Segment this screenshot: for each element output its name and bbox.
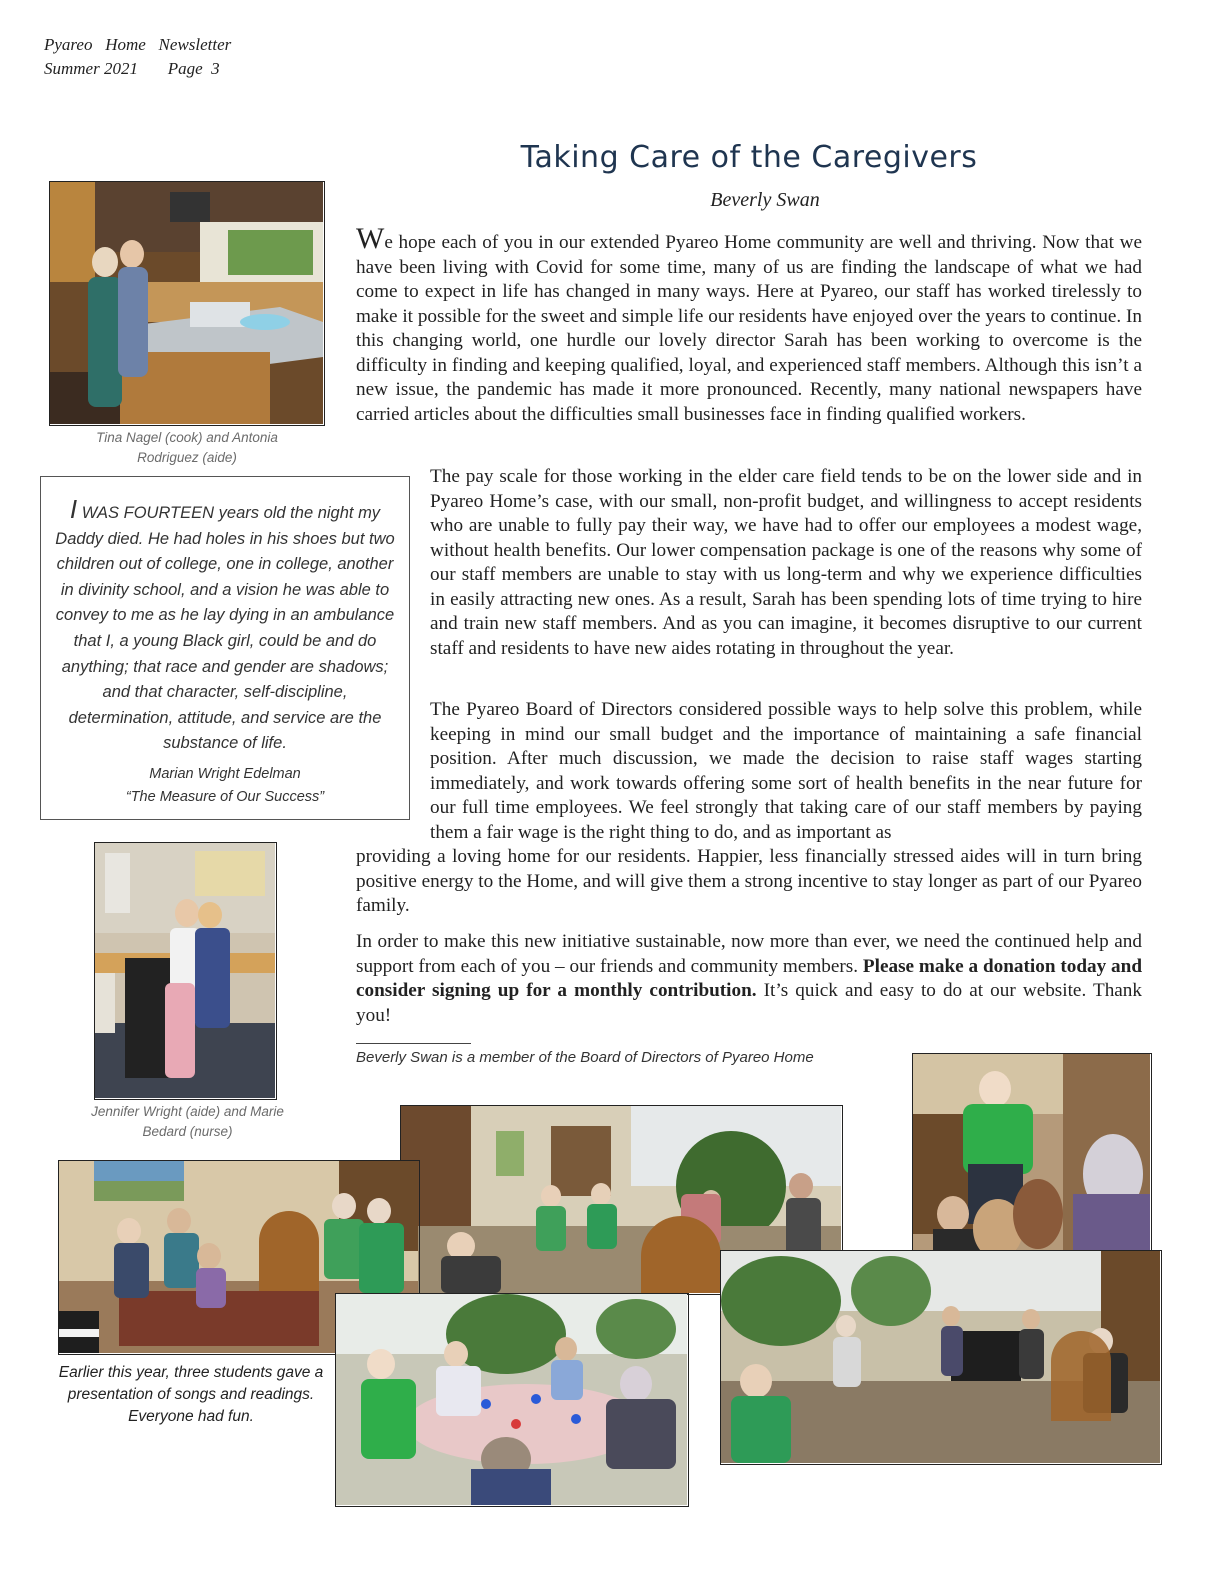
office-caption xyxy=(80,1102,295,1142)
article-paragraph-1 xyxy=(356,222,1142,427)
office-photo xyxy=(94,842,277,1100)
quote-initial: I xyxy=(69,494,78,524)
article-title: Taking Care of the Caregivers xyxy=(520,140,978,175)
header-line-2: Summer 2021 Page 3 xyxy=(44,59,220,78)
students-caption: Earlier this year, three students gave a presentation of songs and readings. Everyone had fun. xyxy=(58,1364,324,1425)
quote-source: “The Measure of Our Success” xyxy=(125,788,325,805)
quote-text xyxy=(51,494,399,757)
kitchen-caption xyxy=(49,428,325,468)
kitchen-caption-line-2: Rodriguez (aide) xyxy=(137,450,237,465)
kitchen-caption-line-1: Tina Nagel (cook) and Antonia xyxy=(96,430,278,445)
note-divider xyxy=(356,1043,471,1044)
group-photo-circle xyxy=(720,1250,1162,1465)
article-paragraph-2 xyxy=(430,465,1142,661)
quote-author: Marian Wright Edelman xyxy=(149,765,301,782)
article-byline: Beverly Swan xyxy=(710,189,820,211)
office-caption-line-1: Jennifer Wright (aide) and Marie xyxy=(91,1104,284,1119)
article-paragraph-3b xyxy=(356,845,1142,919)
kitchen-photo xyxy=(49,181,325,426)
group-photo-table xyxy=(335,1293,689,1507)
quote-attribution xyxy=(51,763,399,809)
article-paragraph-3a xyxy=(430,698,1142,845)
donation-call-to-action: Please make a donation today and consider signing up for a monthly contribution. xyxy=(356,955,1142,1001)
paragraph-4-start: In order to make this new initiative sustainable, now more than ever, we need the continued help and support from each of you – our friends and community members. xyxy=(356,931,1142,977)
header-line-1: Pyareo Home Newsletter xyxy=(44,35,232,54)
newsletter-header xyxy=(44,33,231,81)
drop-cap: W xyxy=(356,222,385,255)
author-note: Beverly Swan is a member of the Board of Directors of Pyareo Home xyxy=(356,1049,814,1066)
paragraph-1-text: e hope each of you in our extended Pyareo Home community are well and thriving. Now that we have been living with Covid for some time, many of us are finding the landscape of what we had come to expect in life has changed in many ways. Here at Pyareo, our staff has worked tirelessly to make it possible for the sweet and simple life our residents have enjoyed over the years to continue. In this changing world, one hurdle our lovely director Sarah has been working to overcome is the difficulty in finding and keeping qualified, loyal, and experienced staff members. Although this isn’t a new issue, the pandemic has made it more pronounced. Recently, many national newspapers have carried articles about the difficulties small businesses face in finding qualified workers. xyxy=(356,232,1142,425)
paragraph-2-text: The pay scale for those working in the elder care field tends to be on the lower side and in Pyareo Home’s case, with our small, non-profit budget, and willingness to accept residents who are unable to fully pay their way, we have had to offer our employees a modest wage, without health benefits. Our lower compensation package is one of the reasons why some of our staff members are unable to stay with us long-term and why we experience difficulties in easily attracting new ones. As a result, Sarah has been spending lots of time trying to hire and train new staff members. And as you can imagine, it becomes disruptive to our current staff and residents to have new aides rotating in throughout the year. xyxy=(430,466,1142,659)
pull-quote xyxy=(40,476,410,820)
quote-body: WAS FOURTEEN years old the night my Daddy died. He had holes in his shoes but two children out of college, one in college, another in divinity school, and a vision he was able to convey to me as he lay dying in an ambulance that I, a young Black girl, could be and do anything; that race and gender are shadows; and that character, self-discipline, determination, attitude, and service are the substance of life. xyxy=(55,504,395,753)
paragraph-3a-text: The Pyareo Board of Directors considered possible ways to help solve this problem, while keeping in mind our small budget and the importance of maintaining a safe financial position. After much discussion, we made the decision to raise staff wages starting immediately, and work towards offering some sort of health benefits in the near future for our full time employees. We feel strongly that taking care of our staff members by paying them a fair wage is the right thing to do, and as important as xyxy=(430,699,1142,843)
group-photo-plush-toys xyxy=(912,1053,1152,1269)
office-caption-line-2: Bedard (nurse) xyxy=(142,1124,233,1139)
paragraph-3b-text: providing a loving home for our residents. Happier, less financially stressed aides will in turn bring positive energy to the Home, and will give them a strong incentive to stay longer as part of our Pyareo family. xyxy=(356,846,1142,916)
paragraph-4-end: It’s quick and easy to do at our website. Thank you! xyxy=(356,980,1142,1026)
article-paragraph-4 xyxy=(356,930,1142,1028)
